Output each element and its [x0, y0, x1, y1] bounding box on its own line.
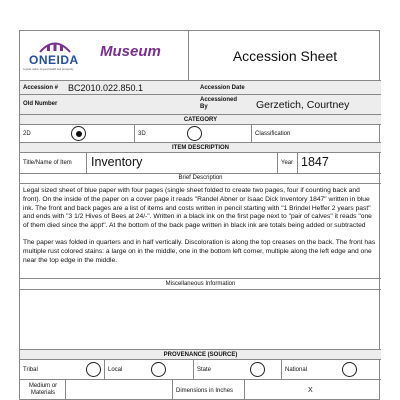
provenance-heading: PROVENANCE (SOURCE): [20, 350, 381, 360]
title-label: Title/Name of Item: [23, 160, 72, 166]
logo-emblem-icon: [38, 39, 72, 53]
accession-number-value[interactable]: BC2010.022.850.1: [68, 83, 144, 93]
old-number-label: Old Number: [23, 101, 58, 107]
category-heading: CATEGORY: [20, 115, 381, 125]
museum-label: Museum: [100, 43, 161, 60]
item-description-heading: ITEM DESCRIPTION: [20, 143, 381, 153]
divider: [297, 153, 298, 174]
category-3d-radio[interactable]: [187, 126, 202, 141]
divider: [134, 125, 135, 143]
divider: [193, 360, 194, 380]
divider: [281, 360, 282, 380]
accession-date-label: Accession Date: [200, 85, 245, 91]
provenance-tribal-radio[interactable]: [86, 362, 101, 377]
dimensions-separator: X: [308, 387, 313, 394]
provenance-state-label: State: [197, 367, 212, 373]
medium-row: [20, 380, 381, 400]
accessioned-by-value[interactable]: Gerzetich, Courtney: [256, 99, 350, 111]
provenance-national-radio[interactable]: [342, 362, 357, 377]
category-row: [20, 125, 381, 143]
brief-description-label: Brief Description: [178, 175, 223, 181]
accessioned-by-label: Accessioned By: [200, 97, 238, 110]
oneida-logo: [20, 31, 96, 81]
divider: [251, 125, 252, 143]
description-paragraph: The paper was folded in quarters and in half vertically. Discoloration is along the top creases on the back. The front has multiple rust colored stains: a large on in the middle, one in the bottom left corner, multiple along the left edge and one near the top edge in the middle.: [23, 238, 376, 264]
divider: [172, 380, 173, 400]
accession-number-label: Accession #: [23, 85, 59, 91]
logo-tagline: A great nation of good health and prosperity: [23, 68, 74, 71]
sheet-header: [20, 31, 381, 81]
description-paragraph: Legal sized sheet of blue paper with four pages (single sheet folded to create two pages, four if counting back and front). On the inside of the paper on a cover page it reads "Randel Abner or Isaac Dick Inventory 1847" written in blue ink. The front and back pages are a list of items and costs written in pencil starting with "1 Brindel Heffer 2 years past" and ends with "3 1/2 Hives of Bees at 24/-". Written in a black ink on the first page next to "pair of calves" it reads "one of them died since the appt". At the bottom of the back page written in black ink are totals being added or subtracted: [23, 187, 372, 230]
provenance-state-radio[interactable]: [250, 362, 265, 377]
misc-info-header: [20, 279, 381, 290]
title-row: [20, 153, 381, 174]
year-value[interactable]: 1847: [301, 155, 329, 169]
classification-label: Classification: [255, 131, 291, 137]
page-title: Accession Sheet: [188, 31, 381, 81]
brief-description-header: [20, 174, 381, 184]
misc-info-label: Miscellaneous Information: [165, 281, 236, 287]
divider: [277, 153, 278, 174]
accession-row: [20, 81, 381, 95]
category-2d-radio[interactable]: [71, 126, 86, 141]
year-label: Year: [281, 160, 294, 166]
provenance-local-label: Local: [108, 367, 123, 373]
accession-sheet: [19, 30, 380, 400]
medium-label: Medium or Materials: [28, 383, 58, 396]
provenance-row: [20, 360, 381, 380]
category-3d-label: 3D: [138, 131, 146, 137]
divider: [104, 360, 105, 380]
divider: [244, 380, 245, 400]
logo-text: ONEIDA: [29, 53, 79, 67]
divider: [86, 153, 87, 174]
medium-field[interactable]: [66, 380, 172, 400]
provenance-tribal-label: Tribal: [23, 367, 38, 373]
dimensions-label: Dimensions in Inches: [176, 388, 234, 394]
provenance-local-radio[interactable]: [151, 362, 166, 377]
brief-description-text[interactable]: [20, 184, 381, 279]
old-number-row: [20, 95, 381, 115]
misc-info-field[interactable]: [20, 290, 381, 350]
category-2d-label: 2D: [23, 131, 31, 137]
provenance-national-label: National: [285, 367, 308, 373]
title-value[interactable]: Inventory: [91, 155, 143, 169]
